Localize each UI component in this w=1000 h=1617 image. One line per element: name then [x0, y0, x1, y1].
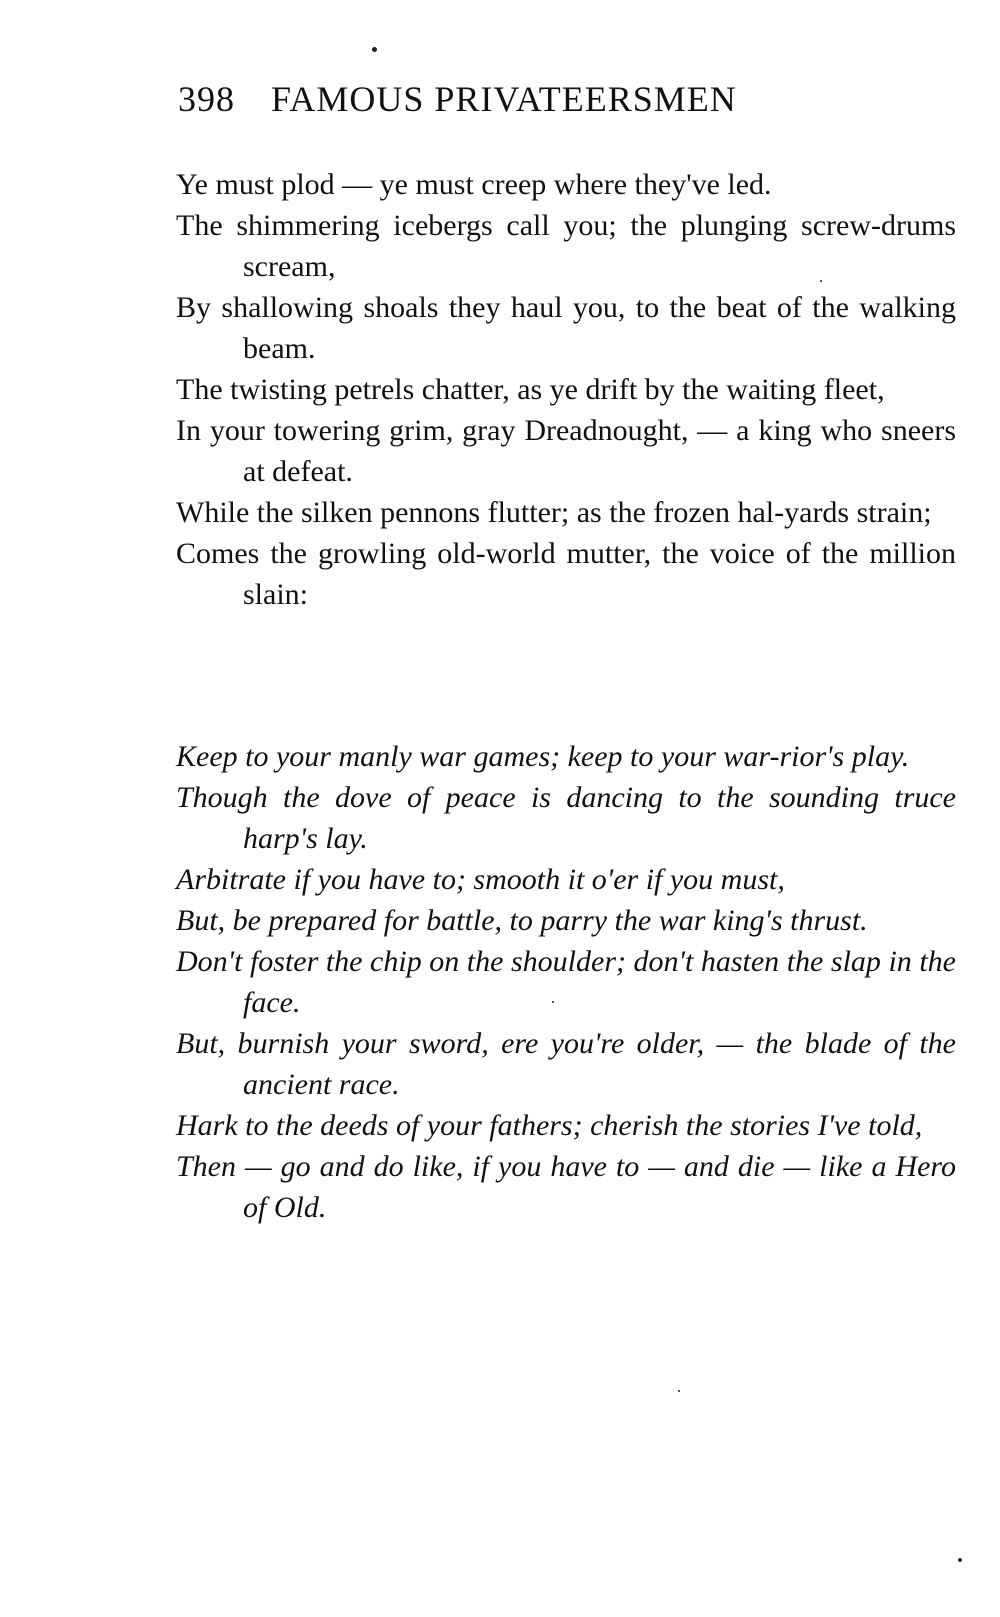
verse-line: But, be prepared for battle, to parry the war king's thrust. — [176, 904, 868, 937]
verse-line: While the silken pennons flutter; as the frozen hal-yards strain; — [176, 496, 932, 529]
verse-line: Then — go and do like, if you have to — and die — like a Hero of Old. — [176, 1150, 956, 1224]
verse-line: But, burnish your sword, ere you're older, — the blade of the ancient race. — [176, 1027, 956, 1101]
verse-line: Ye must plod — ye must creep where they've led. — [176, 168, 772, 201]
ink-speck — [372, 47, 377, 52]
verse-line: Arbitrate if you have to; smooth it o'er if you must, — [176, 863, 785, 896]
ink-speck — [552, 1001, 554, 1003]
ink-speck — [958, 1558, 962, 1562]
verse-line: Hark to the deeds of your fathers; cherish the stories I've told, — [176, 1109, 923, 1142]
verse-line: Though the dove of peace is dancing to the sounding truce harp's lay. — [176, 781, 956, 855]
verse-line: Don't foster the chip on the shoulder; don't hasten the slap in the face. — [176, 945, 956, 1019]
stanza-two-italic — [176, 736, 956, 1228]
running-title: FAMOUS PRIVATEERSMEN — [271, 79, 737, 119]
page-header — [178, 78, 878, 120]
verse-line: The twisting petrels chatter, as ye drift by the waiting fleet, — [176, 373, 885, 406]
ink-speck — [678, 1390, 680, 1392]
stanza-one — [176, 164, 956, 615]
verse-line: By shallowing shoals they haul you, to the beat of the walking beam. — [176, 291, 956, 365]
verse-line: In your towering grim, gray Dreadnought, — a king who sneers at defeat. — [176, 414, 956, 488]
verse-line: Keep to your manly war games; keep to your war-rior's play. — [176, 740, 910, 773]
verse-line: Comes the growling old-world mutter, the voice of the million slain: — [176, 537, 956, 611]
ink-speck — [820, 280, 822, 282]
page-number: 398 — [178, 79, 235, 119]
verse-line: The shimmering icebergs call you; the plunging screw-drums scream, — [176, 209, 956, 283]
